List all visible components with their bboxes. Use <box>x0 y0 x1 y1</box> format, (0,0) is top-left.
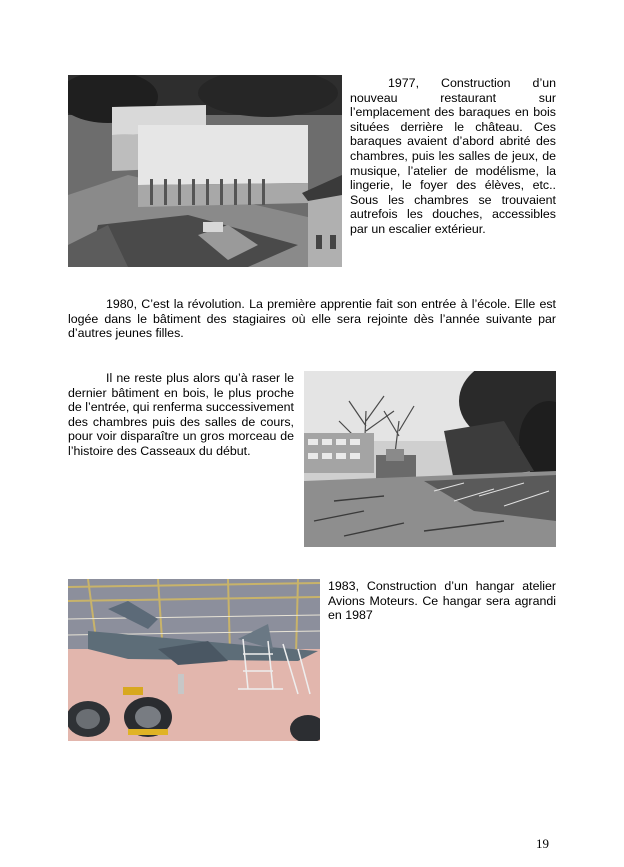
hangar-photo <box>68 579 320 741</box>
text-1980: 1980, C’est la révolution. La première apprentie fait son entrée à l’école. Elle est logée dans le bâtiment des stagiaires où elle sera rejointe dès l’année suivante par d’autres jeunes filles. <box>68 297 556 341</box>
text-demolition: Il ne reste plus alors qu’à raser le dernier bâtiment en bois, le plus proche de l’entrée, qui renferma successivement des chambres puis des salles de cours, pour voir disparaître un gros morceau de l’histoire des Casseaux du début. <box>68 371 294 458</box>
demolition-photo <box>304 371 556 547</box>
text-1983: 1983, Construction d’un hangar atelier Avions Moteurs. Ce hangar sera agrandi en 1987 <box>328 579 556 623</box>
page-number: 19 <box>536 836 549 851</box>
text-1977: 1977, Construction d’un nouveau restaurant sur l’emplacement des baraques en bois situées derrière le château. Ces baraques avaient d’abord abrité des chambres, puis les salles de jeux, de musique, l’atelier de modélisme, la lingerie, le foyer des élèves, etc.. Sous les chambres se trouvaient autrefois les douches, accessibles par un escalier extérieur. <box>350 76 556 236</box>
restaurant-aerial-photo <box>68 75 342 267</box>
